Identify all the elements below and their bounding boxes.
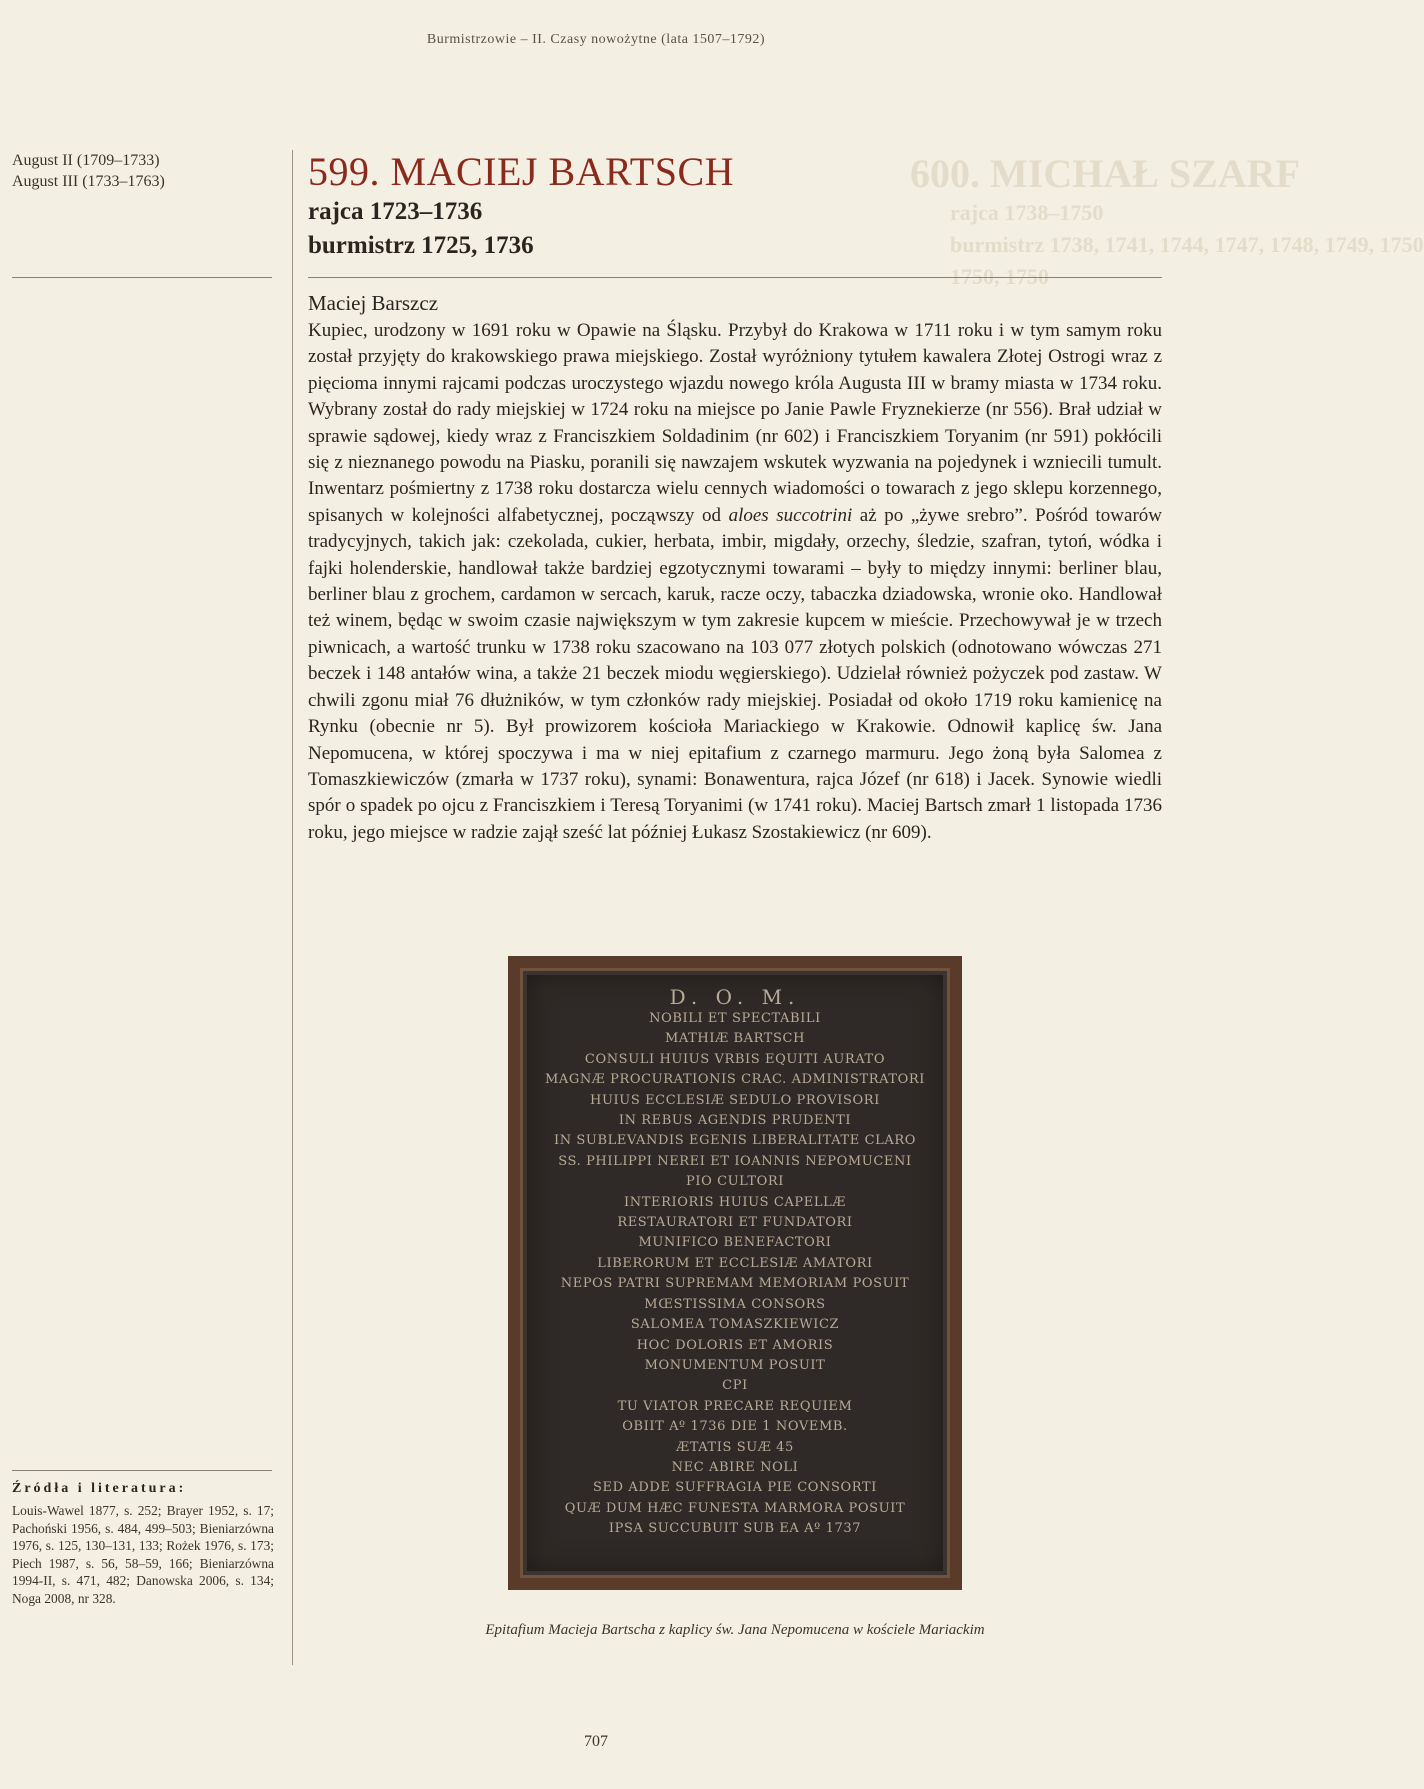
epitaph-line: RESTAURATORI ET FUNDATORI bbox=[617, 1215, 853, 1231]
epitaph-line: OBIIT Aº 1736 DIE 1 NOVEMB. bbox=[622, 1419, 848, 1435]
sources-heading: Źródła i literatura: bbox=[12, 1481, 187, 1496]
epitaph-line: TU VIATOR PRECARE REQUIEM bbox=[617, 1398, 853, 1414]
epitaph-line: IN REBUS AGENDIS PRUDENTI bbox=[618, 1113, 852, 1129]
epitaph-line: ÆTATIS SUÆ 45 bbox=[676, 1439, 794, 1455]
alt-name: Maciej Barszcz bbox=[308, 291, 439, 315]
epitaph-line: LIBERORUM ET ECCLESIÆ AMATORI bbox=[597, 1255, 873, 1271]
epitaph-line: CONSULI HUIUS VRBIS EQUITI AURATO bbox=[584, 1051, 886, 1067]
ghost-next-line: 1750, 1750 bbox=[950, 264, 1049, 289]
office-line: burmistrz 1725, 1736 bbox=[308, 232, 534, 259]
sources-text: Louis-Wawel 1877, s. 252; Brayer 1952, s. 17; Pachoński 1956, s. 484, 499–503; Bieniarzówna 1976, s. 125, 130–131, 133; Rożek 1976, s. 173; Piech 1987, s. 56, 58–59, 166; Bieniarzówna 1994-II, s. 471, 482; Danowska 2006, s. 134; Noga 2008, nr 328. bbox=[12, 1503, 274, 1606]
sources-divider bbox=[12, 1470, 272, 1471]
epitaph-line: IPSA SUCCUBUIT SUB EA Aº 1737 bbox=[608, 1521, 862, 1537]
header-divider bbox=[308, 277, 1162, 278]
epitaph-line: SED ADDE SUFFRAGIA PIE CONSORTI bbox=[593, 1480, 877, 1496]
bio-text: aż po „żywe srebro”. Pośród towarów tradycyjnych, takich jak: czekolada, cukier, herbata, imbir, migdały, orzechy, śledzie, szafran, tytoń, wódka i fajki holenderskie, handlował także bardziej egzotycznymi towarami – były to między innymi: berliner blau, berliner blau z grochem, cardamon w sercach, karuk, racze oczy, tabaczka dziadowska, wronie oko. Handlował też winem, będąc w swoim czasie największym w tym zakresie kupcem w mieście. Przechowywał je w trzech piwnicach, a wartość trunku w 1738 roku szacowano na 103 077 złotych polskich (odnotowano wówczas 271 beczek i 148 antałów wina, a także 21 beczek miodu węgierskiego). Udzielał również pożyczek pod zastaw. W chwili zgonu miał 76 dłużników, w tym członków rady miejskiej. Posiadał od około 1719 roku kamienicę na Rynku (obecnie nr 5). Był prowizorem kościoła Mariackiego w Krakowie. Odnowił kaplicę św. Jana Nepomucena, w której spoczywa i ma w niej epitafium z czarnego marmuru. Jego żoną była Salomea z Tomaszkiewiczów (zmarła w 1737 roku), synami: Bonawentura, rajca Józef (nr 618) i Jacek. Synowie wiedli spór o spadek po ojcu z Franciszkiem i Teresą Toryanimi (w 1741 roku). Maciej Bartsch zmarł 1 listopada 1736 roku, jego miejsce w radzie zajął sześć lat później Łukasz Szostakiewicz (nr 609). bbox=[308, 504, 1162, 843]
epitaph-line: MŒSTISSIMA CONSORS bbox=[644, 1296, 826, 1312]
epitaph-line: IN SUBLEVANDIS EGENIS LIBERALITATE CLARO bbox=[553, 1133, 917, 1149]
epitaph-line: SS. PHILIPPI NEREI ET IOANNIS NEPOMUCENI bbox=[558, 1153, 912, 1169]
epitaph-photo bbox=[508, 956, 962, 1590]
epitaph-line: MATHIÆ BARTSCH bbox=[664, 1031, 806, 1047]
epitaph-line: MONUMENTUM POSUIT bbox=[644, 1357, 826, 1373]
figure-caption: Epitafium Macieja Bartscha z kaplicy św. Jana Nepomucena w kościele Mariackim bbox=[485, 1622, 985, 1638]
epitaph-line: HUIUS ECCLESIÆ SEDULO PROVISORI bbox=[590, 1092, 880, 1108]
column-divider bbox=[292, 150, 293, 1665]
epitaph-line: QUÆ DUM HÆC FUNESTA MARMORA POSUIT bbox=[564, 1500, 906, 1516]
epitaph-plaque bbox=[520, 968, 950, 1578]
epitaph-line: CPI bbox=[722, 1378, 748, 1394]
ghost-next-title: 600. MICHAŁ SZARF bbox=[910, 151, 1301, 196]
epitaph-line: NEPOS PATRI SUPREMAM MEMORIAM POSUIT bbox=[560, 1276, 910, 1292]
epitaph-line: INTERIORIS HUIUS CAPELLÆ bbox=[624, 1194, 846, 1210]
epitaph-line: MUNIFICO BENEFACTORI bbox=[638, 1235, 832, 1251]
sidebar-reigns bbox=[12, 150, 272, 192]
reign-line: August III (1733–1763) bbox=[12, 173, 165, 190]
epitaph-line: PIO CULTORI bbox=[686, 1174, 784, 1190]
epitaph-line: NEC ABIRE NOLI bbox=[671, 1459, 799, 1475]
biography bbox=[308, 318, 1162, 846]
bio-italic-term: aloes succotrini bbox=[728, 504, 853, 526]
office-line: rajca 1723–1736 bbox=[308, 198, 483, 225]
epitaph-line: D. O. M. bbox=[669, 985, 801, 1009]
entry-title: 599. MACIEJ BARTSCH bbox=[308, 149, 735, 194]
ghost-next-line: burmistrz 1738, 1741, 1744, 1747, 1748, 1749, 1750 bbox=[950, 232, 1424, 257]
running-head: Burmistrzowie – II. Czasy nowożytne (lata 1507–1792) bbox=[426, 32, 766, 47]
epitaph-line: SALOMEA TOMASZKIEWICZ bbox=[630, 1317, 840, 1333]
epitaph-line: HOC DOLORIS ET AMORIS bbox=[636, 1337, 834, 1353]
epitaph-line: MAGNÆ PROCURATIONIS CRAC. ADMINISTRATORI bbox=[544, 1072, 926, 1088]
sidebar-divider bbox=[12, 277, 272, 278]
ghost-next-line: rajca 1738–1750 bbox=[950, 200, 1104, 225]
epitaph-line: NOBILI ET SPECTABILI bbox=[649, 1011, 821, 1026]
bio-text: Kupiec, urodzony w 1691 roku w Opawie na Śląsku. Przybył do Krakowa w 1711 roku i w tym samym roku został przyjęty do krakowskiego prawa miejskiego. Został wyróżniony tytułem kawalera Złotej Ostrogi wraz z pięcioma innymi rajcami podczas uroczystego wjazdu nowego króla Augusta III w bramy miasta w 1734 roku. Wybrany został do rady miejskiej w 1724 roku na miejsce po Janie Pawle Fryznekierze (nr 556). Brał udział w sprawie sądowej, kiedy wraz z Franciszkiem Soldadinim (nr 602) i Franciszkiem Toryanim (nr 591) pokłócili się z nieznanego powodu na Piasku, poranili się nawzajem wskutek wyzwania na pojedynek i wzniecili tumult. Inwentarz pośmiertny z 1738 roku dostarcza wielu cennych wiadomości o towarach z jego sklepu korzennego, spisanych w kolejności alfabetycznej, począwszy od bbox=[308, 320, 1162, 526]
page-number: 707 bbox=[584, 1733, 608, 1750]
reign-line: August II (1709–1733) bbox=[12, 152, 160, 169]
